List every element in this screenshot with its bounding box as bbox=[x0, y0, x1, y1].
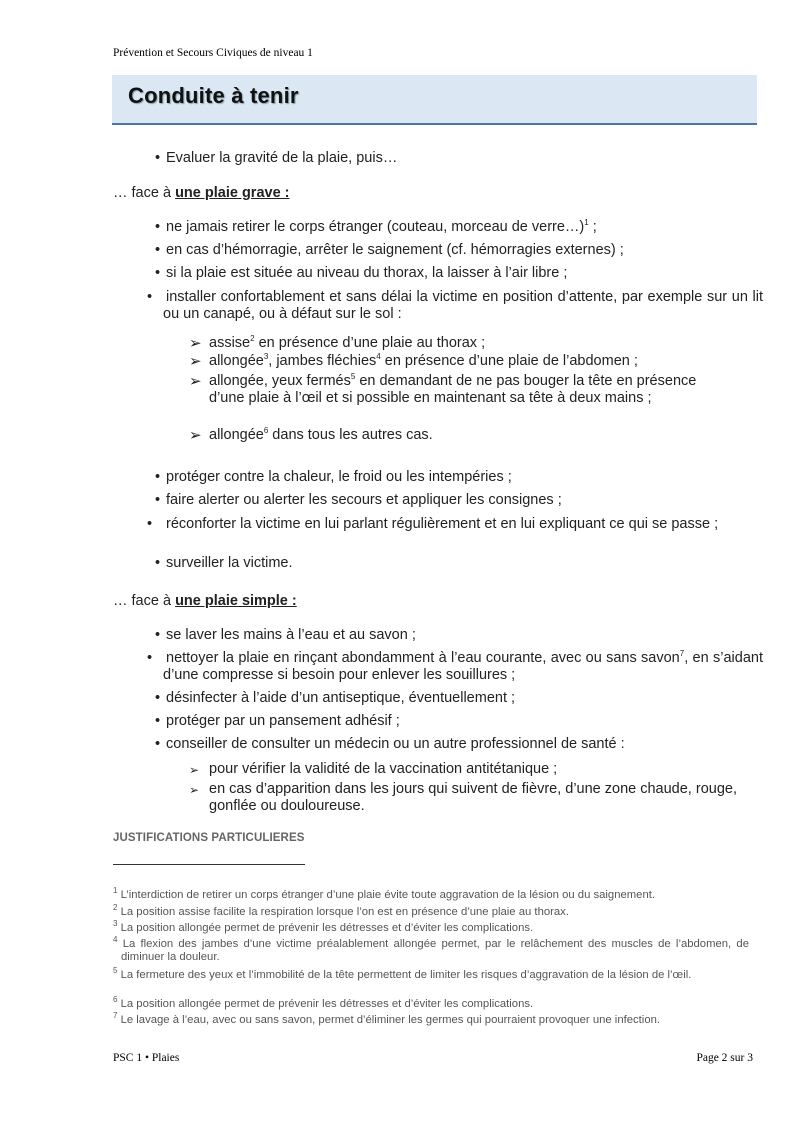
list-item: • réconforter la victime en lui parlant régulièrement et en lui expliquant ce qui se passe ; bbox=[147, 516, 719, 532]
footnote: $^6$ La position allongée permet de prévenir les détresses et d’éviter les complications. bbox=[113, 995, 534, 1010]
sub-item: ➢ en cas d’apparition dans les jours qui suivent de fièvre, d’une zone chaude, rouge, gonflée ou douloureuse. bbox=[189, 781, 737, 814]
list-item: • nettoyer la plaie en rinçant abondamment à l’eau courante, avec ou sans savon$^7$, en s’aidant d’une compresse si besoin pour enlever les souillures ; bbox=[147, 649, 763, 683]
list-item: • ne jamais retirer le corps étranger (couteau, morceau de verre…)$^1$ ; bbox=[155, 218, 597, 235]
list-item: • désinfecter à l’aide d’un antiseptique, éventuellement ; bbox=[155, 690, 516, 706]
footnote: $^1$ L’interdiction de retirer un corps étranger d’une plaie évite toute aggravation de la lésion ou du saignement. bbox=[113, 886, 656, 901]
sub-item: ➢ allongée, yeux fermés$^5$ en demandant de ne pas bouger la tête en présence d’une plaie à l’œil et si possible en maintenant sa tête à deux mains ; bbox=[189, 372, 697, 406]
footnote: $^3$ La position allongée permet de prévenir les détresses et d’éviter les complications. bbox=[113, 919, 534, 934]
title-banner bbox=[112, 75, 757, 125]
list-item: • installer confortablement et sans délai la victime en position d’attente, par exemple sur un lit ou un canapé, ou à défaut sur le sol : bbox=[147, 289, 763, 322]
section-simple-heading: … face à une plaie simple : bbox=[113, 593, 297, 609]
page-title: Conduite à tenir bbox=[128, 83, 299, 108]
list-item: • surveiller la victime. bbox=[155, 555, 293, 571]
footnote-separator bbox=[113, 864, 305, 865]
arrow-bullet-icon: ➢ bbox=[189, 427, 202, 444]
sub-item: ➢ allongée$^6$ dans tous les autres cas. bbox=[189, 426, 433, 444]
footnote: $^4$ La flexion des jambes d’une victime préalablement allongée permet, par le relâchement des muscles de l’abdomen, de diminuer la douleur. bbox=[113, 935, 749, 963]
footnote: $^2$ La position assise facilite la respiration lorsque l’on est en présence d’une plaie au thorax. bbox=[113, 903, 569, 918]
list-item: • si la plaie est située au niveau du thorax, la laisser à l’air libre ; bbox=[155, 265, 568, 281]
justifications-heading: JUSTIFICATIONS PARTICULIERES bbox=[113, 832, 305, 844]
sub-item: ➢ assise$^2$ en présence d’une plaie au thorax ; bbox=[189, 334, 486, 352]
footnote: $^7$ Le lavage à l’eau, avec ou sans savon, permet d’éliminer les germes qui pourraient provoquer une infection. bbox=[113, 1011, 661, 1026]
footer-left: PSC 1 • Plaies bbox=[113, 1052, 180, 1064]
list-item: • se laver les mains à l’eau et au savon ; bbox=[155, 627, 416, 643]
page-header: Prévention et Secours Civiques de niveau 1 bbox=[113, 47, 313, 59]
arrow-bullet-icon: ➢ bbox=[189, 783, 200, 797]
list-item: • protéger contre la chaleur, le froid ou les intempéries ; bbox=[155, 469, 512, 485]
footer-page-number: Page 2 sur 3 bbox=[696, 1052, 753, 1064]
list-item: • protéger par un pansement adhésif ; bbox=[155, 713, 400, 729]
list-item: • faire alerter ou alerter les secours et appliquer les consignes ; bbox=[155, 492, 562, 508]
sub-item: ➢ allongée$^3$, jambes fléchies$^4$ en présence d’une plaie de l’abdomen ; bbox=[189, 352, 638, 370]
arrow-bullet-icon: ➢ bbox=[189, 335, 202, 352]
arrow-bullet-icon: ➢ bbox=[189, 353, 202, 370]
intro-item: • Evaluer la gravité de la plaie, puis… bbox=[155, 150, 398, 166]
list-item: • conseiller de consulter un médecin ou un autre professionnel de santé : bbox=[155, 736, 625, 752]
footnote: $^5$ La fermeture des yeux et l’immobilité de la tête permettent de limiter les risques d’aggravation de la lésion de l’œil. bbox=[113, 966, 692, 981]
arrow-bullet-icon: ➢ bbox=[189, 373, 202, 390]
arrow-bullet-icon: ➢ bbox=[189, 763, 200, 777]
sub-item: ➢ pour vérifier la validité de la vaccination antitétanique ; bbox=[189, 761, 558, 777]
list-item: • en cas d’hémorragie, arrêter le saignement (cf. hémorragies externes) ; bbox=[155, 242, 624, 258]
section-grave-heading: … face à une plaie grave : bbox=[113, 185, 290, 201]
